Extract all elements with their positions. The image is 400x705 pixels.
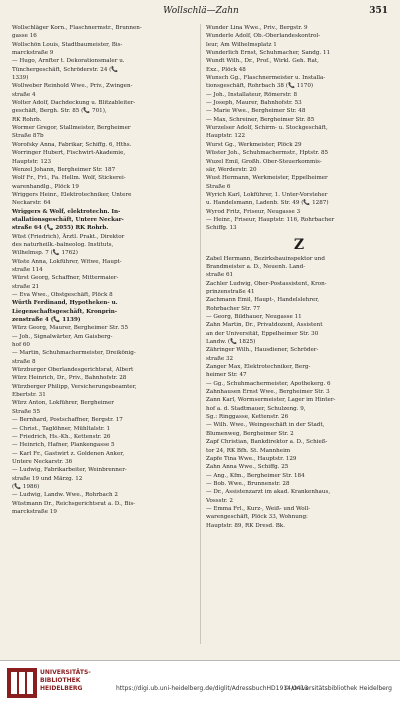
directory-entry-line: gasse 16 bbox=[12, 33, 37, 40]
directory-entry-line: straße 64 (📞 2055) RK Rohrb. bbox=[12, 225, 109, 232]
directory-entry-line: Zähringer Wilh., Hausdiener, Schröder- bbox=[206, 347, 319, 354]
directory-entry-line: Wenzel Johann, Bergheimer Str. 187 bbox=[12, 166, 116, 173]
directory-entry-line: Zahn Anna Wwe., Schiffg. 25 bbox=[206, 464, 289, 471]
directory-entry-line: Blumenweg, Bergheimer Str. 2 bbox=[206, 430, 294, 437]
page-header bbox=[14, 6, 388, 20]
directory-entry-line: — Ludwig, Landw. Wwe., Rohrbach 2 bbox=[12, 492, 118, 499]
directory-entry-line: Sg.: Ringgasse, Kettenstr. 26 bbox=[206, 414, 289, 421]
directory-entry-line: Untere Neckarstr. 36 bbox=[12, 458, 73, 465]
directory-entry-line: Landw. (📞 1825) bbox=[206, 339, 256, 346]
directory-entry-line: Wriggers Heinr., Elektrotechniker, Untere bbox=[12, 191, 132, 198]
directory-entry-line: Wolter Adolf, Dachdeckung u. Blitzableiter- bbox=[12, 100, 136, 107]
directory-entry-line: Würz Georg, Maurer, Bergheimer Str. 55 bbox=[12, 325, 129, 332]
directory-entry-line: Liegenschaftsgeschäft, Kronprin- bbox=[12, 308, 118, 315]
directory-entry-line: zenstraße 4 (📞 1139) bbox=[12, 317, 81, 324]
column-divider bbox=[200, 24, 201, 644]
directory-entry-line: Wollschläger Korn., Flaschnermstr., Brunnen- bbox=[12, 25, 142, 31]
directory-entry-line: Wriggers & Wolf, elektrotechn. In- bbox=[12, 208, 121, 215]
library-name-line: HEIDELBERG bbox=[40, 685, 83, 692]
directory-entry-line: Wüste Anna, Lokführer, Witwe, Haupt- bbox=[12, 258, 122, 265]
directory-entry-line: tor 24, RK Bfh. St. Mannheim bbox=[206, 447, 291, 454]
directory-entry-line: straße 4 bbox=[12, 91, 36, 98]
directory-entry-line: Zahnhausen Ernst Wwe., Bergheimer Str. 3 bbox=[206, 389, 330, 396]
directory-entry-line: — Christ., Taglöhner, Mühltalstr. 1 bbox=[12, 425, 111, 432]
directory-entry-line: prinzenstraße 41 bbox=[206, 288, 255, 295]
directory-entry-line: — Ang., Kfm., Bergheimer Str. 184 bbox=[206, 472, 305, 479]
directory-entry-line: Wüstmann Dr., Reichsgerichtsrat a. D., Bis- bbox=[12, 500, 136, 507]
directory-entry-line: Brandmeister a. D., Neuenh. Land- bbox=[206, 263, 306, 270]
directory-entry-line: — Hugo, Arnfter t. Dekorationsmaler u. bbox=[12, 58, 125, 65]
directory-entry-line: stallationsgeschäft, Untere Neckar- bbox=[12, 216, 124, 223]
directory-entry-line: Wyrich Karl, Lokführer, 1. Unter-Vorsteher bbox=[206, 191, 328, 198]
library-name bbox=[40, 669, 91, 693]
library-name-line: BIBLIOTHEK bbox=[40, 677, 81, 684]
university-library-logo-icon bbox=[6, 667, 38, 699]
directory-entry-line: heimer Str. 47 bbox=[206, 372, 247, 379]
directory-entry-line: Neckarstr. 64 bbox=[12, 200, 51, 207]
directory-entry-line: — Joh., Installateur, Römerstr. 8 bbox=[206, 91, 298, 98]
directory-entry-line: Wüst (Friedrich), Ärztl. Prakt., Direktor bbox=[12, 233, 125, 240]
directory-entry-line: Wollschön Louis, Stadtbaumeister, Bis- bbox=[12, 41, 123, 48]
footer bbox=[0, 660, 400, 705]
directory-entry-line: u. Handelsmann, Ladenb. Str. 49 (📞 1287) bbox=[206, 200, 329, 207]
directory-entry-line: — Bob. Wwe., Brunnenstr. 28 bbox=[206, 480, 290, 487]
directory-entry-line: Ebertstr. 31 bbox=[12, 392, 46, 399]
directory-entry-line: 1339) bbox=[12, 75, 29, 82]
directory-entry-line: hof 60 bbox=[12, 342, 30, 349]
directory-entry-line: Hauptstr. 89, RK Dresd. Bk. bbox=[206, 522, 285, 529]
page-number: 351 bbox=[369, 6, 388, 16]
directory-entry-line: — Karl Fr., Gastwirt z. Goldenen Anker, bbox=[12, 450, 125, 457]
directory-entry-line: Wunder Lina Wwe., Priv., Bergstr. 9 bbox=[206, 25, 308, 31]
directory-entry-line: Zanger Max, Elektrotechniker, Berg- bbox=[206, 364, 311, 371]
directory-entry-line: tionsgeschäft, Rohrbach 38 (📞 1170) bbox=[206, 83, 314, 90]
directory-entry-line: warengeschäft, Plöck 33, Wohnung: bbox=[206, 514, 308, 521]
directory-entry-line: Wurst Gg., Werkmeister, Plöck 29 bbox=[206, 141, 302, 148]
directory-entry-line: Wyrod Fritz, Friseur, Neugasse 3 bbox=[206, 208, 301, 215]
directory-entry-line: Würst Georg, Schaffner, Mittermaier- bbox=[12, 275, 119, 282]
directory-entry-line: Exz., Plöck 48 bbox=[206, 66, 246, 73]
directory-entry-line: Wollweber Reinhold Wwe., Priv., Zwingen- bbox=[12, 83, 133, 90]
directory-entry-line: — Wilh. Wwe., Weingeschäft in der Stadt, bbox=[206, 422, 325, 429]
directory-entry-line: — Friedrich, Hs.-Kh., Kettenstr. 26 bbox=[12, 433, 111, 440]
directory-entry-line: Rohrbacher Str. 77 bbox=[206, 305, 261, 312]
directory-entry-line: — Joh., Signalwärter, Am Gaisberg- bbox=[12, 333, 113, 340]
running-title: Wollschlä—Zahn bbox=[163, 6, 239, 16]
section-letter: Z bbox=[293, 236, 305, 253]
directory-entry-line: Zapf Christian, Bankdirektor a. D., Schieß- bbox=[206, 439, 328, 446]
left-column bbox=[12, 24, 198, 516]
directory-entry-line: — Ludwig, Fabrikarbeiter, Weinbrenner- bbox=[12, 467, 127, 474]
directory-entry-line: marckstraße 19 bbox=[12, 508, 57, 515]
directory-entry-line: RK Rohrb. bbox=[12, 116, 42, 123]
directory-entry-line: Zahn Martin, Dr., Privatdozent, Assistent bbox=[206, 322, 323, 329]
source-link[interactable]: https://digi.ub.uni-heidelberg.de/diglit/AdressbuchHD1914/0413 bbox=[116, 685, 309, 692]
directory-entry-line: Wuzel Emil, Großh. Ober-Steuerkommis- bbox=[206, 158, 322, 165]
directory-entry-line: Wolf Fr., Frl., Fa. Hellm. Wolf, Stickerei- bbox=[12, 175, 126, 182]
directory-entry-line: — Bernhard, Postschaffner, Bergstr. 17 bbox=[12, 417, 123, 424]
directory-entry-line: Straße 6 bbox=[206, 183, 231, 190]
directory-entry-line: Wundt Wilh., Dr., Prof., Wirkl. Geh. Rat, bbox=[206, 58, 319, 65]
directory-entry-line: leur, Am Wilhelmsplatz 1 bbox=[206, 41, 277, 48]
directory-entry-line: sär, Werderstr. 20 bbox=[206, 166, 257, 173]
directory-entry-line: Schiffg. 13 bbox=[206, 225, 237, 232]
directory-entry-line: Worofsky Anna, Fabrikar, Schiffg. 6, Hths. bbox=[12, 141, 132, 148]
directory-entry-line: — Marie Wwe., Bergheimer Str. 48 bbox=[206, 108, 306, 115]
directory-entry-line: an der Universität, Eppelheimer Str. 30 bbox=[206, 330, 319, 337]
directory-entry-line: (📞 1986) bbox=[12, 483, 40, 490]
library-name-line: UNIVERSITÄTS- bbox=[40, 669, 91, 676]
directory-entry-line: — Emma Frl., Kurz-, Weiß- und Woll- bbox=[206, 505, 311, 512]
directory-entry-line: straße 61 bbox=[206, 272, 234, 279]
directory-entry-line: warenhandlg., Plöck 19 bbox=[12, 183, 79, 190]
directory-entry-line: — Gg., Schuhmachermeister, Apothekerg. 6 bbox=[206, 380, 331, 387]
directory-entry-line: — Dr., Assistenzarzt im akad. Krankenhaus, bbox=[206, 489, 331, 496]
directory-entry-line: Wunderlich Ernst, Schuhmacher, Sandg. 11 bbox=[206, 50, 331, 57]
directory-entry-line: Zann Karl, Wormsermeister, Lager im Hinter- bbox=[206, 397, 336, 404]
directory-entry-line: Wormer Gregor, Stallmeister, Bergheimer bbox=[12, 125, 131, 132]
directory-entry-line: Wurzelser Adolf, Schirm- u. Stockgeschäft, bbox=[206, 125, 328, 132]
directory-entry-line: straße 8 bbox=[12, 358, 36, 365]
directory-entry-line: Hauptstr. 122 bbox=[206, 133, 246, 140]
directory-entry-line: Würth Ferdinand, Hypotheken- u. bbox=[12, 300, 118, 307]
copyright-notice: © Universitätsbibliothek Heidelberg bbox=[283, 685, 392, 692]
directory-entry-line: Wunderle Adolf, Ob.-Oberlandeskontrol- bbox=[206, 33, 321, 40]
directory-entry-line: straße 32 bbox=[206, 355, 234, 362]
directory-entry-line: hof a. d. Stadtmauer, Schulzeng. 9, bbox=[206, 405, 306, 412]
directory-entry-line: Wunsch Gg., Flaschnermeister u. Installa- bbox=[206, 75, 326, 82]
directory-entry-line: des naturheilk.-balneolog. Instituts, bbox=[12, 241, 114, 248]
directory-entry-line: geschäft, Bergh. Str. 85 (📞 701), bbox=[12, 108, 107, 115]
directory-entry-line: Würz Anton, Lokführer, Bergheimer bbox=[12, 400, 114, 407]
directory-entry-line: Zachler Ludwig, Ober-Postassistent, Kron- bbox=[206, 280, 327, 287]
directory-entry-line: Wüster Joh., Schuhmachermstr., Hptstr. 85 bbox=[206, 150, 329, 157]
directory-entry-line: — Martin, Schuhmachermeister, Dreikönig- bbox=[12, 350, 136, 357]
directory-entry-line: Straße 87b bbox=[12, 133, 44, 140]
directory-entry-line: — Heinrich, Hafner, Plankengasse 5 bbox=[12, 442, 115, 449]
directory-entry-line: — Eva Wwe., Obstgeschäft, Plöck 8 bbox=[12, 292, 113, 298]
directory-entry-line: Tünchergeschäft, Schröderstr. 24 (📞 bbox=[12, 66, 119, 73]
directory-entry-line: straße 19 und Märzg. 12 bbox=[12, 475, 83, 482]
directory-entry-line: Vossstr. 2 bbox=[206, 497, 233, 504]
directory-entry-line: Würz Heinrich, Dr., Priv., Bahnhofstr. 28 bbox=[12, 375, 127, 382]
directory-entry-line: Würzberger Philipp, Versicherungsbeamter, bbox=[12, 383, 137, 390]
directory-entry-line: — Max, Schreiner, Bergheimer Str. 85 bbox=[206, 116, 315, 123]
right-column bbox=[206, 24, 392, 530]
directory-entry-line: Würzburger Oberlandesgerichtsrat, Albert bbox=[12, 367, 134, 374]
directory-entry-line: Hauptstr. 123 bbox=[12, 158, 52, 165]
directory-entry-line: Straße 55 bbox=[12, 408, 41, 415]
directory-entry-line: straße 114 bbox=[12, 266, 43, 273]
directory-entry-line: — Joseph, Maurer, Bahnhofstr. 53 bbox=[206, 100, 302, 107]
directory-entry-line: straße 21 bbox=[12, 283, 40, 290]
directory-entry-line: Wilhelmsp. 7 (📞 1762) bbox=[12, 250, 78, 257]
directory-entry-line: Wust Hermann, Werkmeister, Eppelheimer bbox=[206, 175, 328, 182]
directory-entry-line: Worringer Hubert, Fischwirt-Akademie, bbox=[12, 150, 126, 157]
directory-entry-line: Zachmann Emil, Haupt-, Handelslehrer, bbox=[206, 297, 320, 304]
directory-entry-line: Zabel Hermann, Bezirksbauinspektor und bbox=[206, 255, 325, 262]
directory-entry-line: — Heinr., Friseur, Hauptstr. 116, Rohrbacher bbox=[206, 216, 335, 223]
directory-entry-line: — Georg, Bildhauer, Neugasse 11 bbox=[206, 314, 302, 320]
directory-entry-line: Zapfe Tina Wwe., Hauptstr. 129 bbox=[206, 455, 297, 462]
directory-entry-line: marckstraße 9 bbox=[12, 50, 54, 57]
